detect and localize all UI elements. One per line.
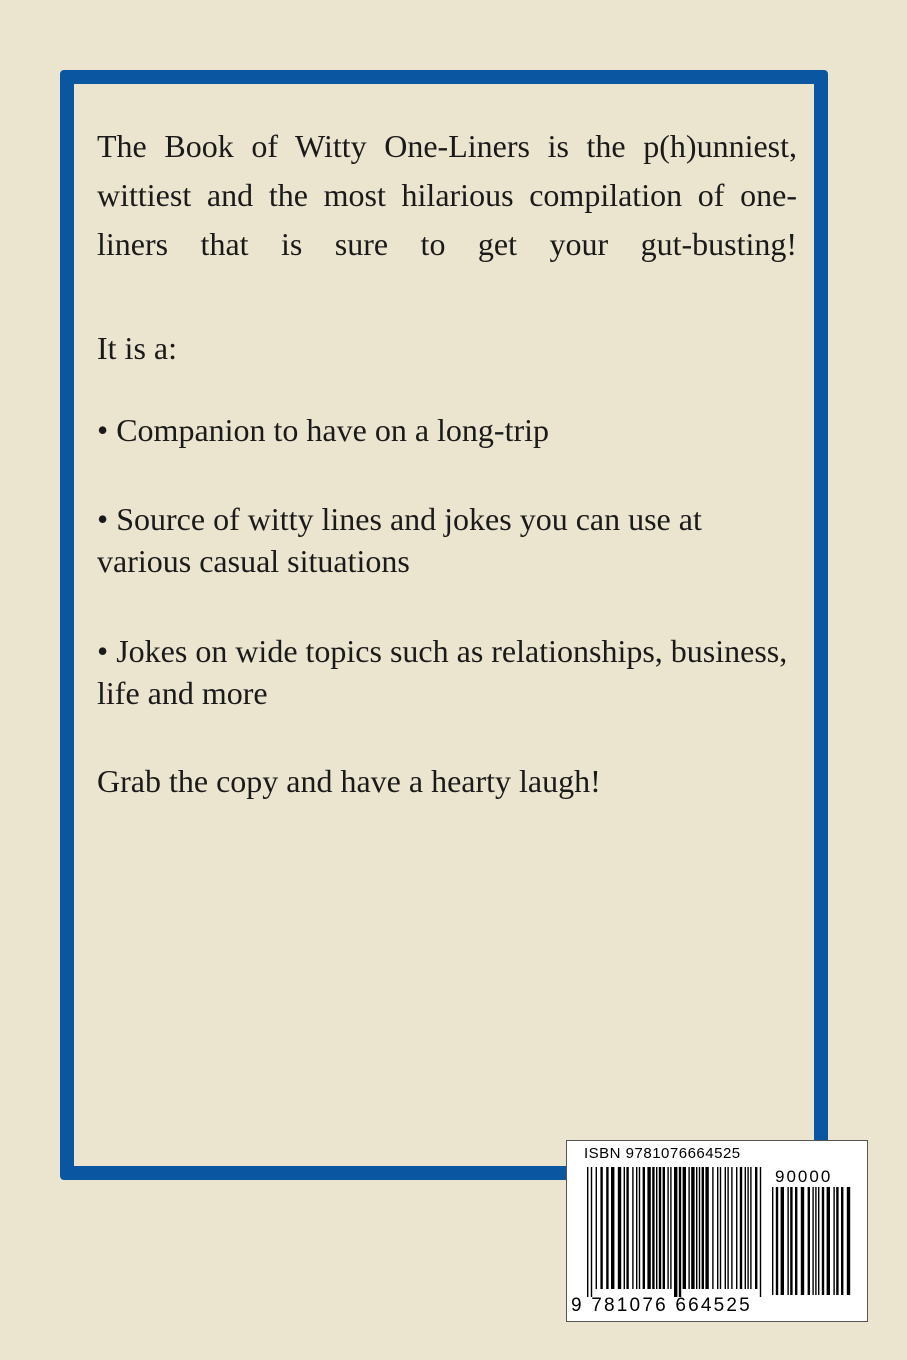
barcode-bar — [740, 1167, 742, 1289]
barcode-bar — [670, 1167, 671, 1289]
barcode-bar — [717, 1167, 718, 1289]
barcode-bar — [647, 1167, 650, 1289]
barcode-bar — [626, 1167, 628, 1289]
barcode-bar — [781, 1187, 784, 1295]
barcode-bar — [600, 1167, 602, 1289]
barcode-bar — [836, 1187, 838, 1295]
barcode-bar — [712, 1167, 713, 1289]
barcode-bar — [847, 1187, 850, 1295]
barcode-bar — [643, 1167, 645, 1289]
barcode-bar — [795, 1187, 797, 1295]
barcode-bar — [812, 1187, 813, 1295]
barcode-bar — [736, 1167, 737, 1289]
barcode-bar — [596, 1167, 597, 1289]
closing-line: Grab the copy and have a hearty laugh! — [97, 763, 601, 799]
barcode-bar — [772, 1187, 773, 1295]
barcode-bar — [591, 1167, 592, 1297]
barcode-bar — [755, 1167, 757, 1289]
barcode-bar — [606, 1167, 608, 1289]
barcode-bar — [841, 1187, 843, 1295]
barcode-bar — [688, 1167, 689, 1289]
addon-digits: 90000 — [775, 1167, 833, 1186]
barcode-bar — [699, 1167, 700, 1289]
barcode-bar — [679, 1167, 681, 1297]
barcode-bar — [760, 1167, 761, 1297]
barcode-bar — [720, 1167, 721, 1289]
barcode-bar — [587, 1167, 588, 1297]
barcode-bar — [696, 1167, 697, 1289]
barcode-digits: 9 781076 664525 — [571, 1295, 752, 1316]
lead-line: It is a: — [97, 330, 177, 366]
barcode-bar — [702, 1167, 704, 1289]
bullet-item-2: • Source of witty lines and jokes you can use at various casual situations — [97, 501, 702, 579]
barcode-bar — [691, 1167, 694, 1289]
barcode-bar — [750, 1167, 751, 1289]
barcode-bar — [822, 1187, 824, 1295]
barcode-bar — [801, 1187, 804, 1295]
barcode-bar — [787, 1187, 788, 1295]
barcode-bar — [833, 1187, 834, 1295]
barcode-bar — [656, 1167, 657, 1289]
barcode-bar — [618, 1167, 621, 1289]
barcode-bar — [667, 1167, 668, 1289]
barcode-bar — [731, 1167, 732, 1289]
barcode-bar — [659, 1167, 661, 1289]
barcode-bar — [725, 1167, 726, 1289]
bullet-item-1: • Companion to have on a long-trip — [97, 412, 550, 448]
barcode-bar — [747, 1167, 748, 1289]
barcode-bar — [776, 1187, 778, 1295]
barcode-bar — [808, 1187, 810, 1295]
barcode-bar — [705, 1167, 708, 1289]
barcode-bar — [632, 1167, 633, 1289]
bullet-item-3: • Jokes on wide topics such as relationships, business, life and more — [97, 633, 788, 711]
barcode-bar — [745, 1167, 746, 1289]
barcode-bar — [652, 1167, 654, 1289]
barcode-bar — [674, 1167, 677, 1297]
barcode-bars — [587, 1167, 765, 1297]
barcode-bar — [624, 1167, 625, 1289]
barcode-bar — [827, 1187, 830, 1295]
barcode-bar — [818, 1187, 819, 1295]
isbn-label: ISBN 9781076664525 — [584, 1145, 741, 1162]
barcode-bar — [663, 1167, 665, 1289]
barcode-bar — [683, 1167, 686, 1289]
barcode-bar — [639, 1167, 640, 1289]
barcode-bar — [815, 1187, 816, 1295]
barcode-bar — [611, 1167, 614, 1289]
addon-barcode-bars — [772, 1187, 852, 1295]
intro-paragraph: The Book of Witty One-Liners is the p(h)unniest, wittiest and the most hilarious compilation of one-liners that is sure to get your gut-busting! — [97, 128, 797, 262]
isbn-barcode — [566, 1140, 868, 1322]
back-cover-text — [97, 122, 797, 799]
barcode-bar — [636, 1167, 637, 1289]
barcode-bar — [727, 1167, 728, 1289]
barcode-bar — [790, 1187, 792, 1295]
